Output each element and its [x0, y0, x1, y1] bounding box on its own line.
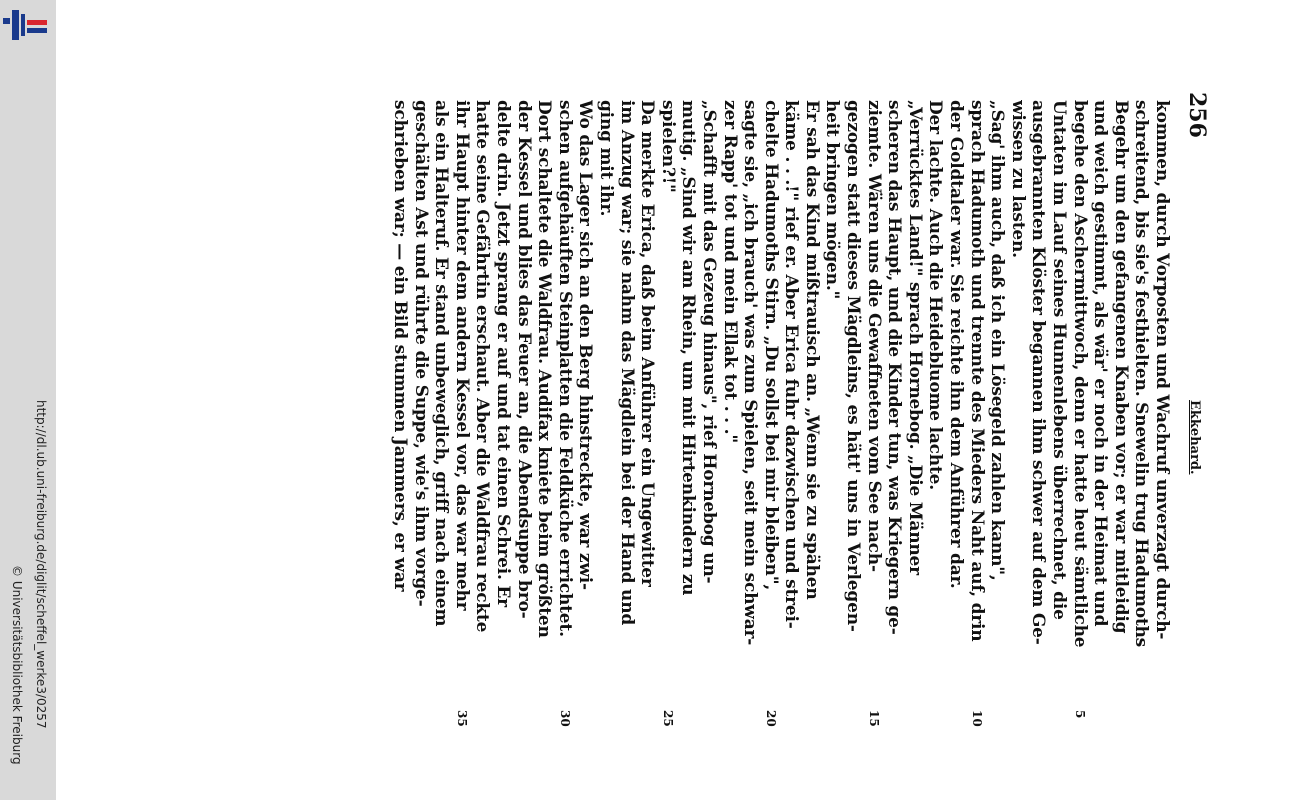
- running-head: Ekkehard.: [1187, 400, 1202, 475]
- text-line: spielen?!": [657, 100, 678, 193]
- text-line: sagte sie, „ich brauch' was zum Spielen, seit mein schwar-: [740, 100, 761, 646]
- line-number: 5: [1072, 710, 1087, 719]
- text-line: und weich gestimmt, als wär' er noch in der Heimat und: [1090, 100, 1111, 627]
- line-number: 10: [969, 710, 984, 727]
- text-line: schen aufgehäuften Steinplatten die Feldküche errichtet.: [554, 100, 575, 637]
- line-number: 25: [660, 710, 675, 727]
- text-line: der Goldtaler war. Sie reichte ihn dem Anführer dar.: [946, 100, 967, 589]
- text-line: ziemte. Wären uns die Gewaffneten vom See nach-: [863, 100, 884, 572]
- text-line: gezogen statt dieses Mägdleins, es hätt' uns in Verlegen-: [843, 100, 864, 632]
- line-number: 20: [763, 710, 778, 727]
- text-line: als ein Halteruf. Er stand unbeweglich, griff nach einem: [431, 100, 452, 627]
- text-line: im Anzug war; sie nahm das Mägdlein bei der Hand und: [616, 100, 637, 626]
- line-number: 35: [454, 710, 469, 727]
- text-line: schreitend, bis sie's festhielten. Snewelin trug Hadumoths: [1131, 100, 1152, 648]
- text-line: Er sah das Kind mißtrauisch an. „Wenn sie zu spähen: [801, 100, 822, 600]
- body-text: [389, 100, 1172, 740]
- text-line: kommen, durch Vorposten und Wachruf unverzagt durch-: [1152, 100, 1172, 640]
- library-logo-icon: [3, 8, 51, 48]
- text-line: käme . . .!" rief er. Aber Erica fuhr dazwischen und strei-: [781, 100, 802, 629]
- text-line: schrieben war; — ein Bild stummen Jammers, er war: [390, 100, 411, 592]
- text-line: ausgebrannten Klöster begannen ihm schwer auf dem Ge-: [1028, 100, 1049, 645]
- text-line: begehe den Aschermittwoch, denn er hatte heut sämtliche: [1069, 100, 1090, 648]
- text-line: Der lachte. Auch die Heidebluome lachte.: [925, 100, 946, 490]
- text-line: chelte Hadumoths Stirn. „Du sollst bei mir bleiben",: [760, 100, 781, 591]
- line-number: 30: [557, 710, 572, 727]
- text-line: Untaten im Lauf seines Hunnenlebens überrechnet, die: [1049, 100, 1070, 620]
- text-line: Begehr um den gefangenen Knaben vor; er war mitleidig: [1110, 100, 1131, 634]
- text-line: wissen zu lasten.: [1007, 100, 1028, 258]
- page-text-block: [390, 60, 1210, 800]
- text-line: ging mit ihr.: [595, 100, 616, 217]
- source-url[interactable]: http://dl.ub.uni-freiburg.de/diglit/scheffel_werke3/0257: [34, 400, 48, 729]
- text-line: scheren das Haupt, und die Kinder tun, was Kriegern ge-: [884, 100, 905, 635]
- text-line: Wo das Lager sich an den Berg hinstreckte, war zwi-: [575, 100, 596, 590]
- text-line: delte drin. Jetzt sprang er auf und tat einen Schrei. Er: [493, 100, 513, 607]
- text-line: zer Rapp' tot und mein Ellak tot . . .": [719, 100, 740, 443]
- text-line: Da merkte Erica, daß beim Anführer ein Ungewitter: [637, 100, 658, 587]
- viewer-sidebar: [0, 0, 56, 800]
- page-number: 256: [1184, 92, 1210, 138]
- line-number: 15: [866, 710, 881, 727]
- text-line: heit bringen mögen.": [822, 100, 843, 300]
- scanned-page: [170, 60, 1290, 800]
- text-line: „Sag' ihm auch, daß ich ein Lösegeld zahlen kann",: [987, 100, 1008, 581]
- copyright-notice: © Universitätsbibliothek Freiburg: [10, 565, 24, 765]
- text-line: sprach Hadumoth und trennte des Mieders Naht auf, drin: [966, 100, 987, 642]
- text-line: „Schafft mit das Gezeug hinaus", rief Hornebog un-: [698, 100, 719, 584]
- text-line: ihr Haupt hinter dem andern Kessel vor, das war mehr: [451, 100, 472, 611]
- text-line: „Verrücktes Land!" sprach Hornebog. „Die Männer: [904, 100, 925, 575]
- text-line: geschälten Ast und rührte die Suppe, wie's ihm vorge-: [410, 100, 431, 607]
- text-line: mutig. „Sind wir am Rhein, um mit Hirtenkindern zu: [678, 100, 699, 596]
- text-line: hatte seine Gefährtin erschaut. Aber die Waldfrau reckte: [472, 100, 493, 633]
- text-line: der Kessel und blies das Feuer an, die Abendsuppe bro-: [513, 100, 534, 619]
- text-line: Dort schaltete die Waldfrau. Audifax kniete beim größten: [534, 100, 555, 638]
